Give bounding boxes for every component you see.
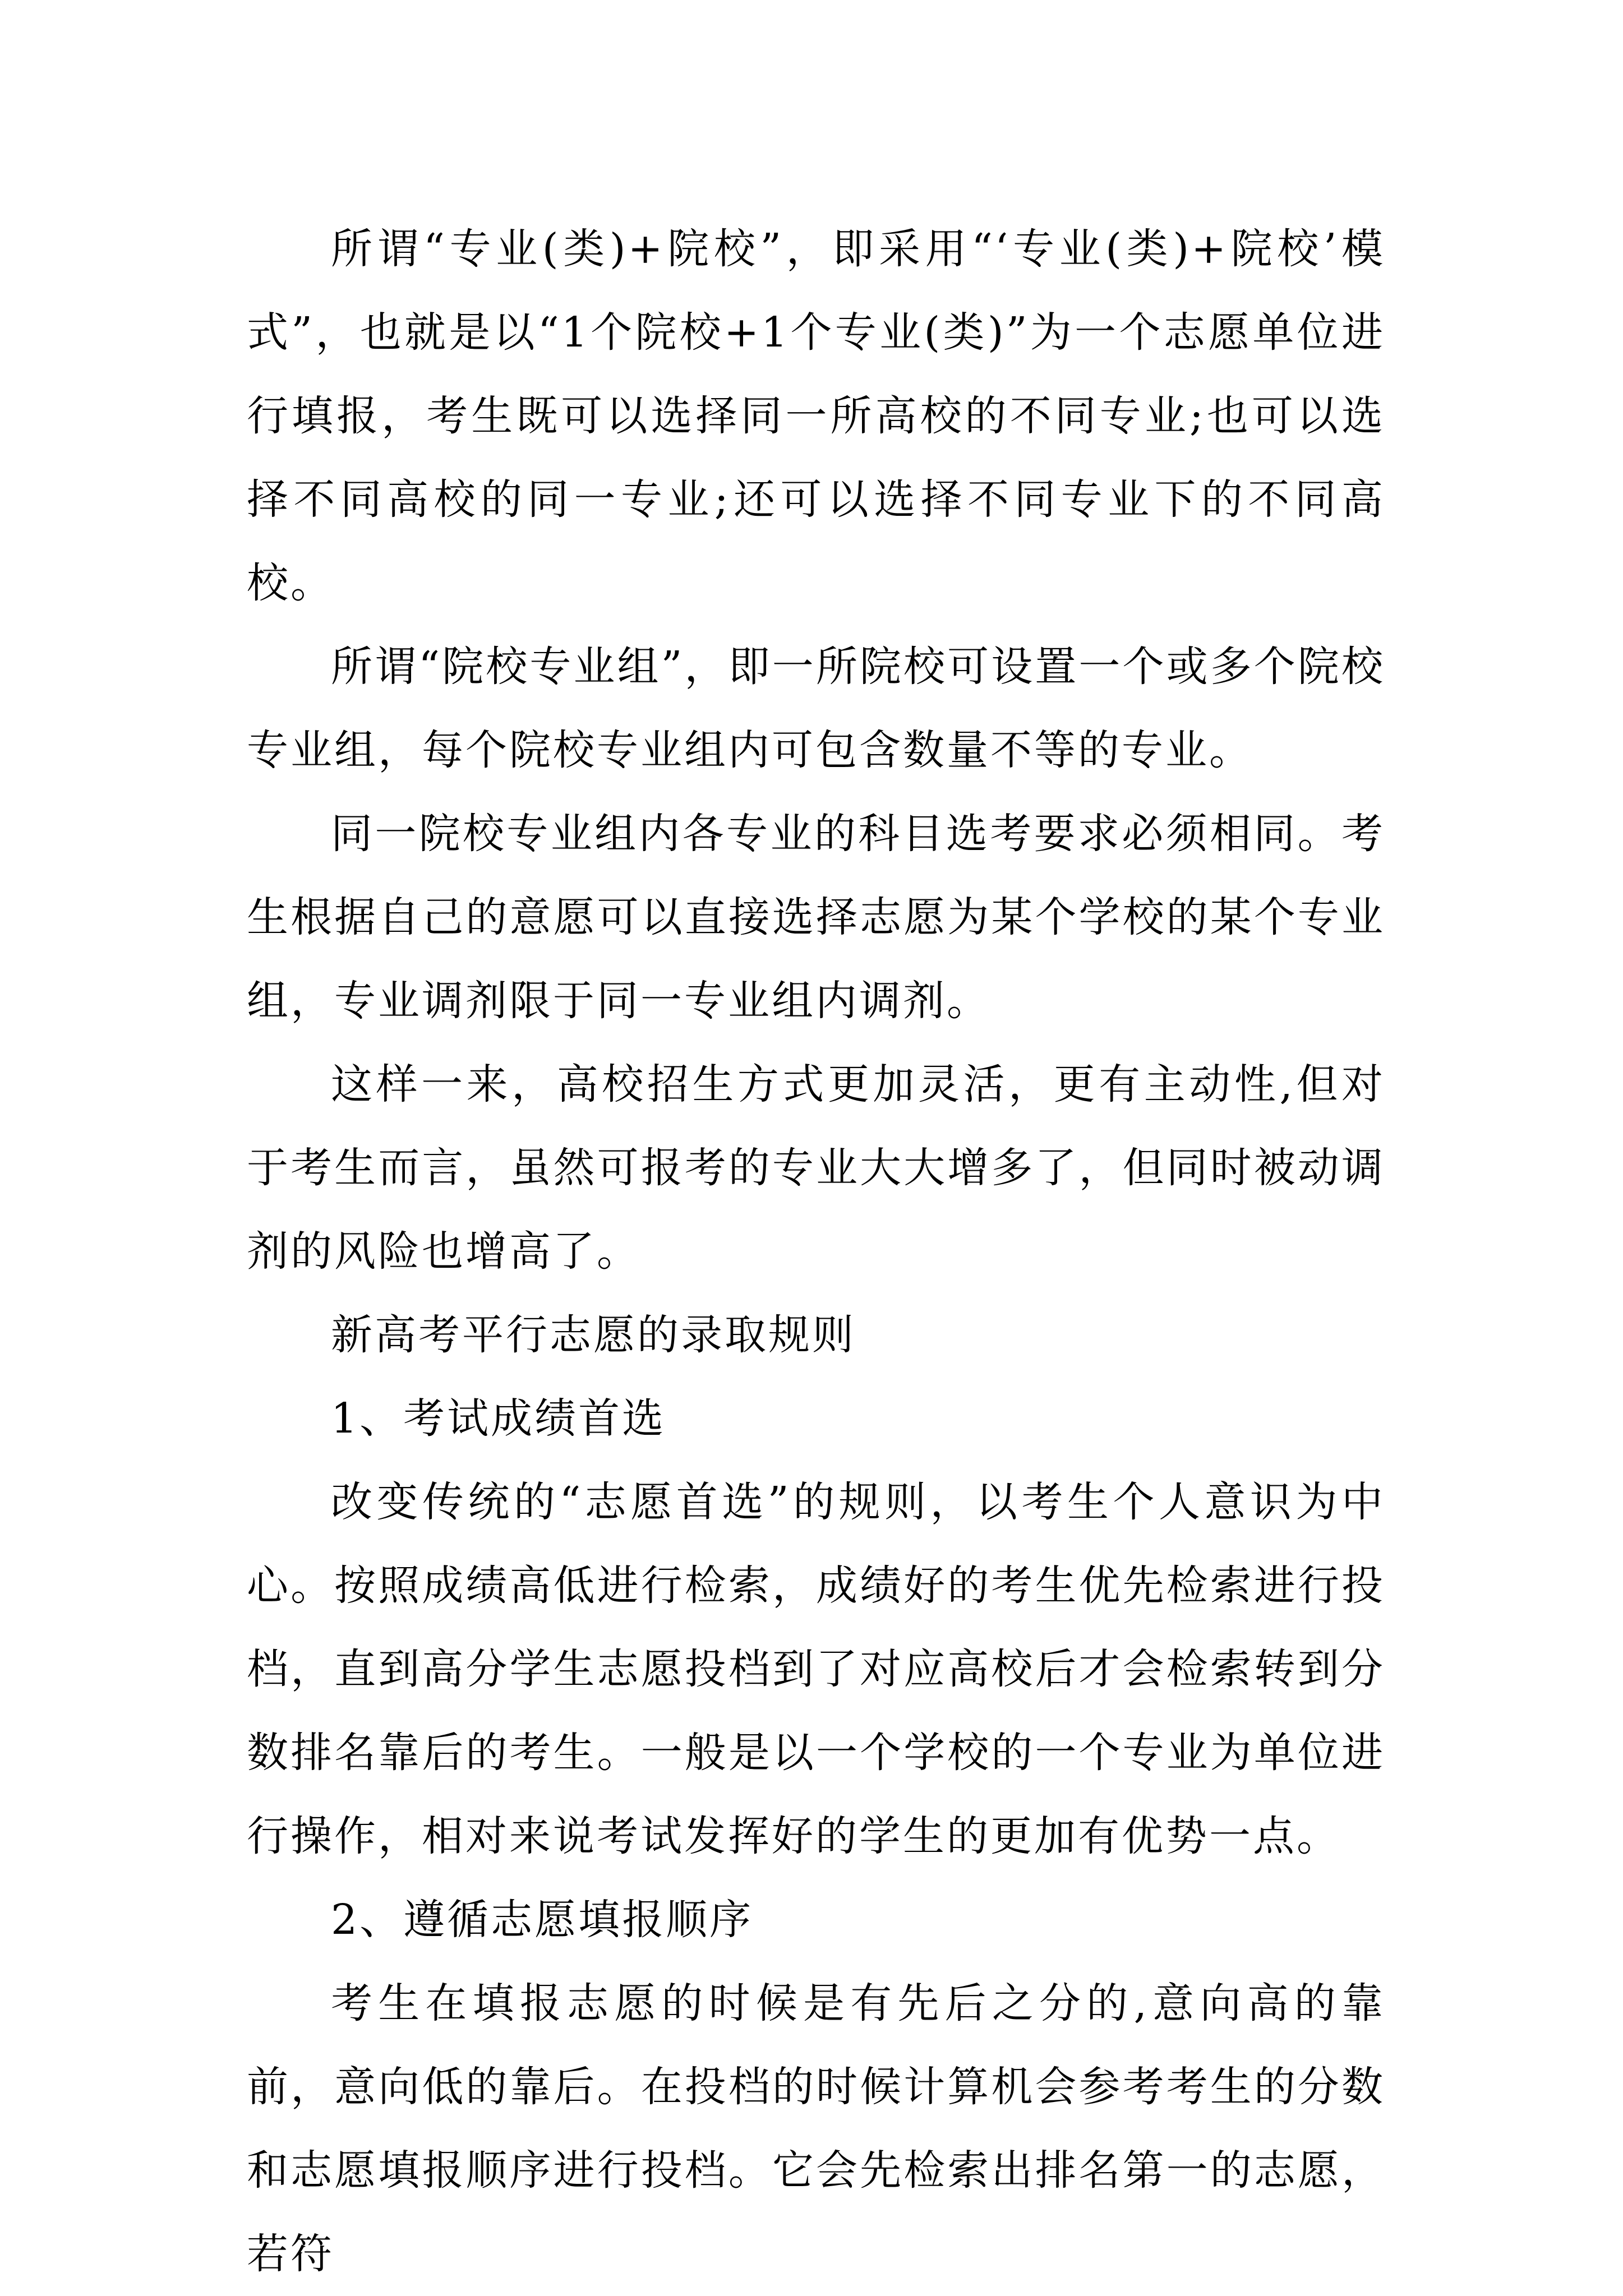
document-body xyxy=(247,207,1385,2296)
paragraph-score-first: 改变传统的“志愿首选”的规则，以考生个人意识为中心。按照成绩高低进行检索，成绩好的考生优先检索进行投档，直到高分学生志愿投档到了对应高校后才会检索转到分数排名靠后的考生。一般是以一个学校的一个专业为单位进行操作，相对来说考试发挥好的学生的更加有优势一点。 xyxy=(247,1478,1385,1860)
paragraph-subject-requirements: 同一院校专业组内各专业的科目选考要求必须相同。考生根据自己的意愿可以直接选择志愿为某个学校的某个专业组，专业调剂限于同一专业组内调剂。 xyxy=(247,810,1385,1025)
paragraph-follow-order: 考生在填报志愿的时候是有先后之分的,意向高的靠前，意向低的靠后。在投档的时候计算机会参考考生的分数和志愿填报顺序进行投档。它会先检索出排名第一的志愿，若符 xyxy=(247,1979,1385,2278)
subheading-follow-order: 2、遵循志愿填报顺序 xyxy=(331,1896,754,1944)
subheading-score-first: 1、考试成绩首选 xyxy=(331,1394,666,1443)
section-heading-admission-rules: 新高考平行志愿的录取规则 xyxy=(331,1311,856,1359)
paragraph-school-major-group: 所谓“院校专业组”，即一所院校可设置一个或多个院校专业组，每个院校专业组内可包含数量不等的专业。 xyxy=(247,643,1385,774)
paragraph-major-plus-school: 所谓“专业(类)+院校”，即采用“‘专业(类)+院校’模式”，也就是以“1个院校+1个专业(类)”为一个志愿单位进行填报，考生既可以选择同一所高校的不同专业;也可以选择不同高校的同一专业;还可以选择不同专业下的不同高校。 xyxy=(247,225,1385,607)
paragraph-flexibility-risk: 这样一来，高校招生方式更加灵活，更有主动性,但对于考生而言，虽然可报考的专业大大增多了，但同时被动调剂的风险也增高了。 xyxy=(247,1060,1385,1276)
